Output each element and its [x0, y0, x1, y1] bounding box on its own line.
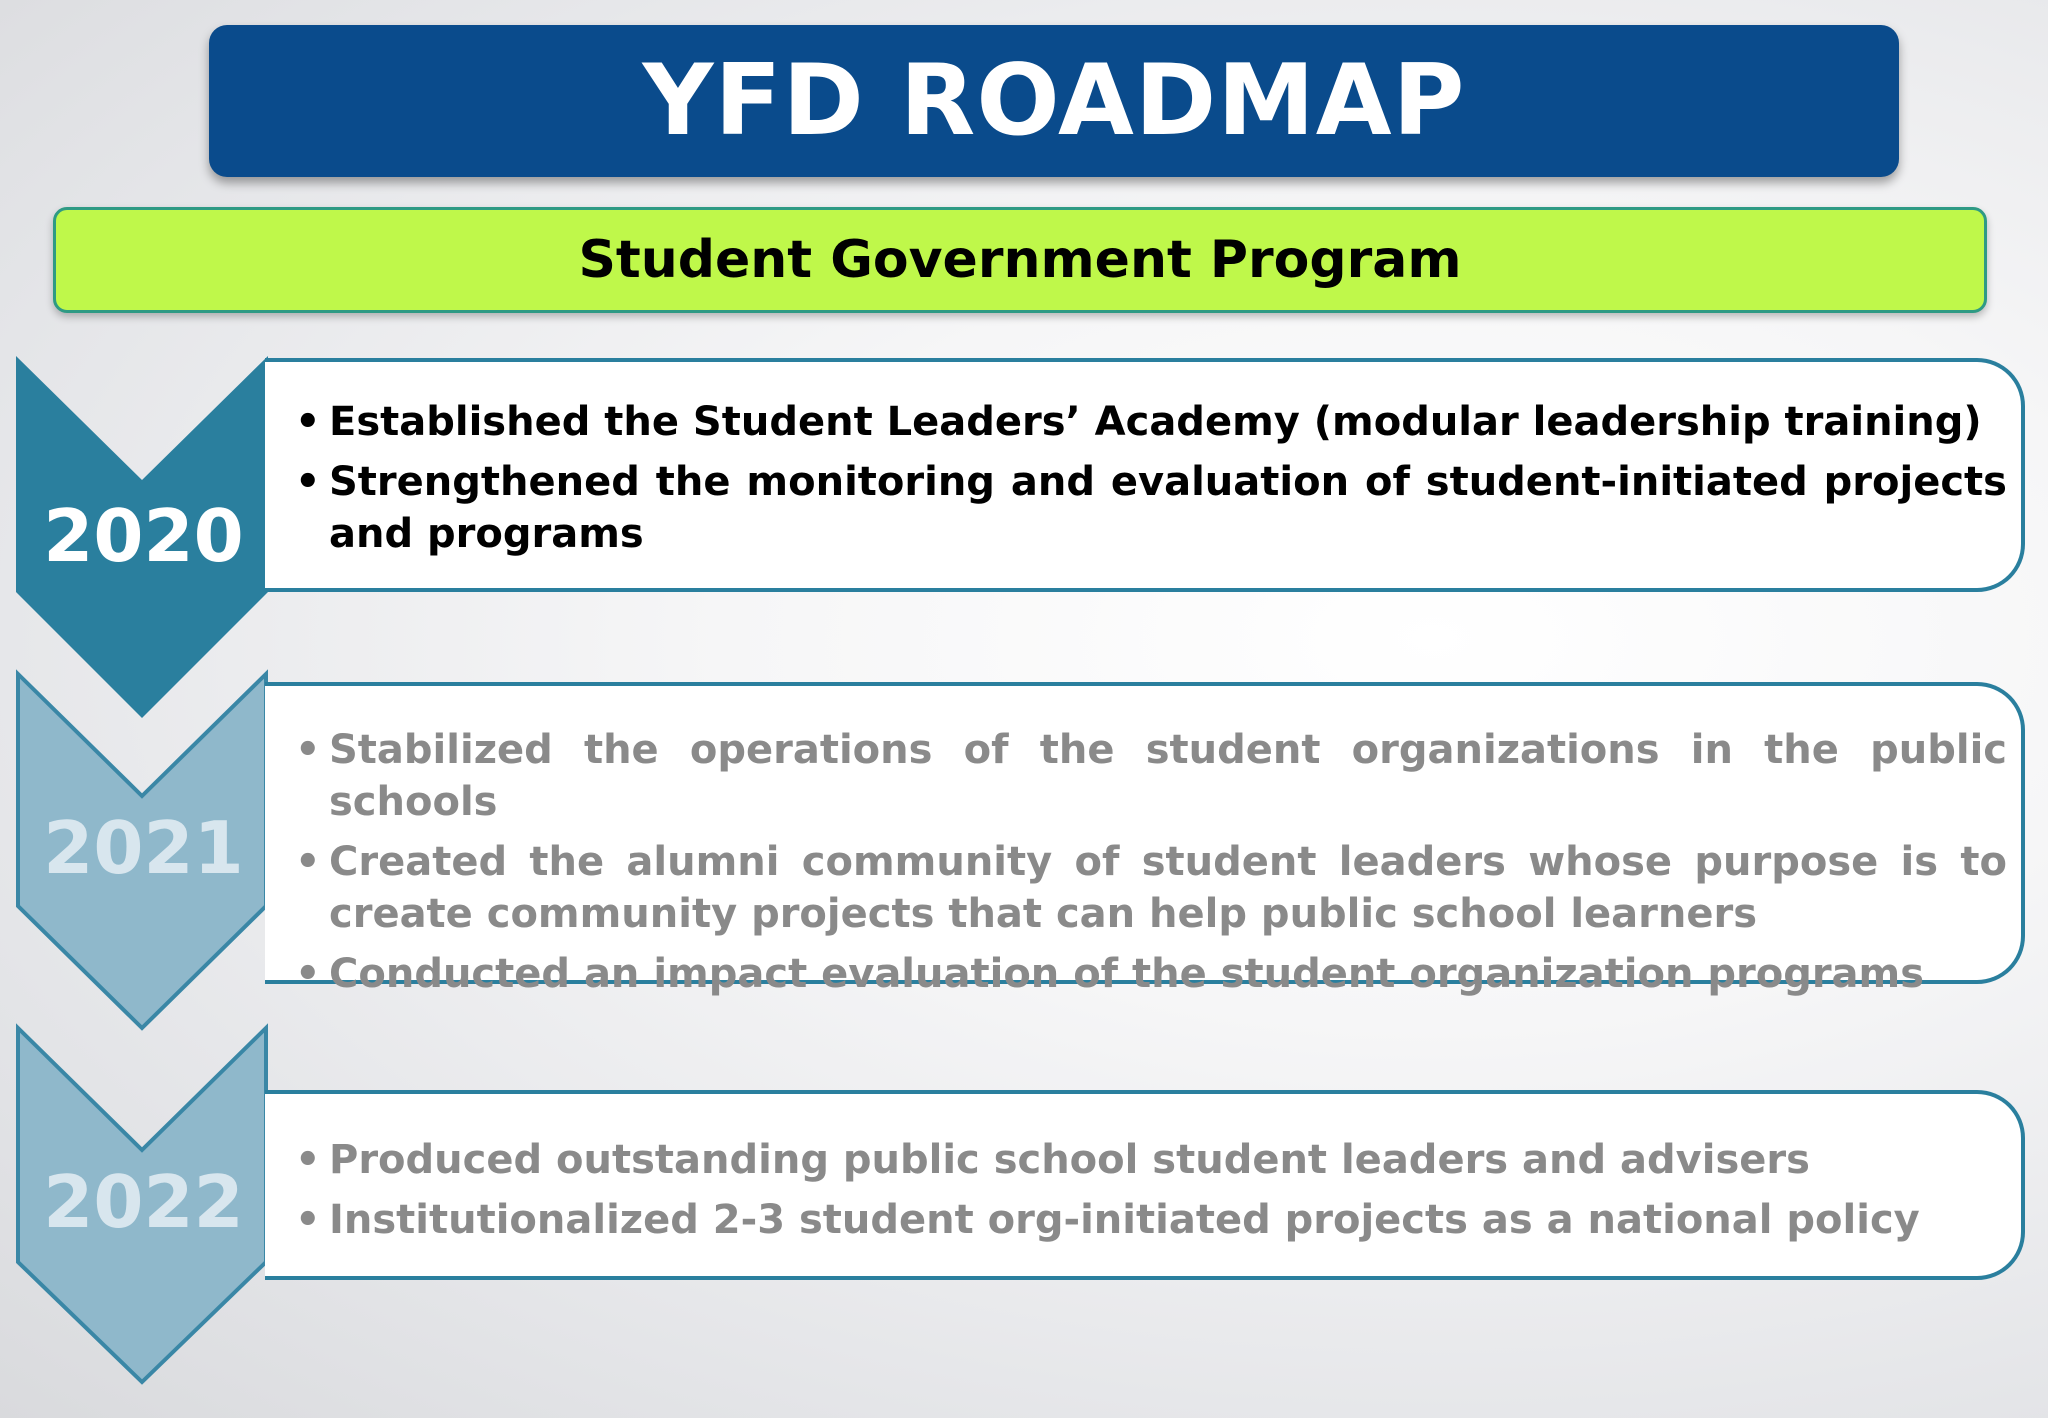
year-label-2020: 2020	[43, 494, 244, 578]
list-item: • Institutionalized 2-3 student org-initiated projects as a national policy	[265, 1194, 2007, 1246]
list-item: • Strengthened the monitoring and evaluation of student-initiated projects and programs	[265, 456, 2007, 560]
year-label-2022: 2022	[43, 1160, 244, 1244]
milestone-card-2020	[265, 358, 2025, 592]
program-title: Student Government Program	[578, 230, 1462, 290]
milestone-list-2021	[265, 724, 2007, 1000]
list-item: • Created the alumni community of student leaders whose purpose is to create community projects that can help public school learners	[265, 836, 2007, 940]
list-item: • Stabilized the operations of the student organizations in the public schools	[265, 724, 2007, 828]
year-label-2021: 2021	[43, 806, 244, 890]
milestone-card-2021	[265, 682, 2025, 997]
milestone-list-2020	[265, 396, 2007, 560]
milestone-list-2022	[265, 1134, 2007, 1246]
list-item: • Produced outstanding public school student leaders and advisers	[265, 1134, 2007, 1186]
page-title: YFD ROADMAP	[642, 44, 1466, 158]
list-item: • Established the Student Leaders’ Academy (modular leadership training)	[265, 396, 2007, 448]
list-item: • Conducted an impact evaluation of the student organization programs	[265, 948, 2007, 1000]
milestone-card-2022	[265, 1090, 2025, 1280]
